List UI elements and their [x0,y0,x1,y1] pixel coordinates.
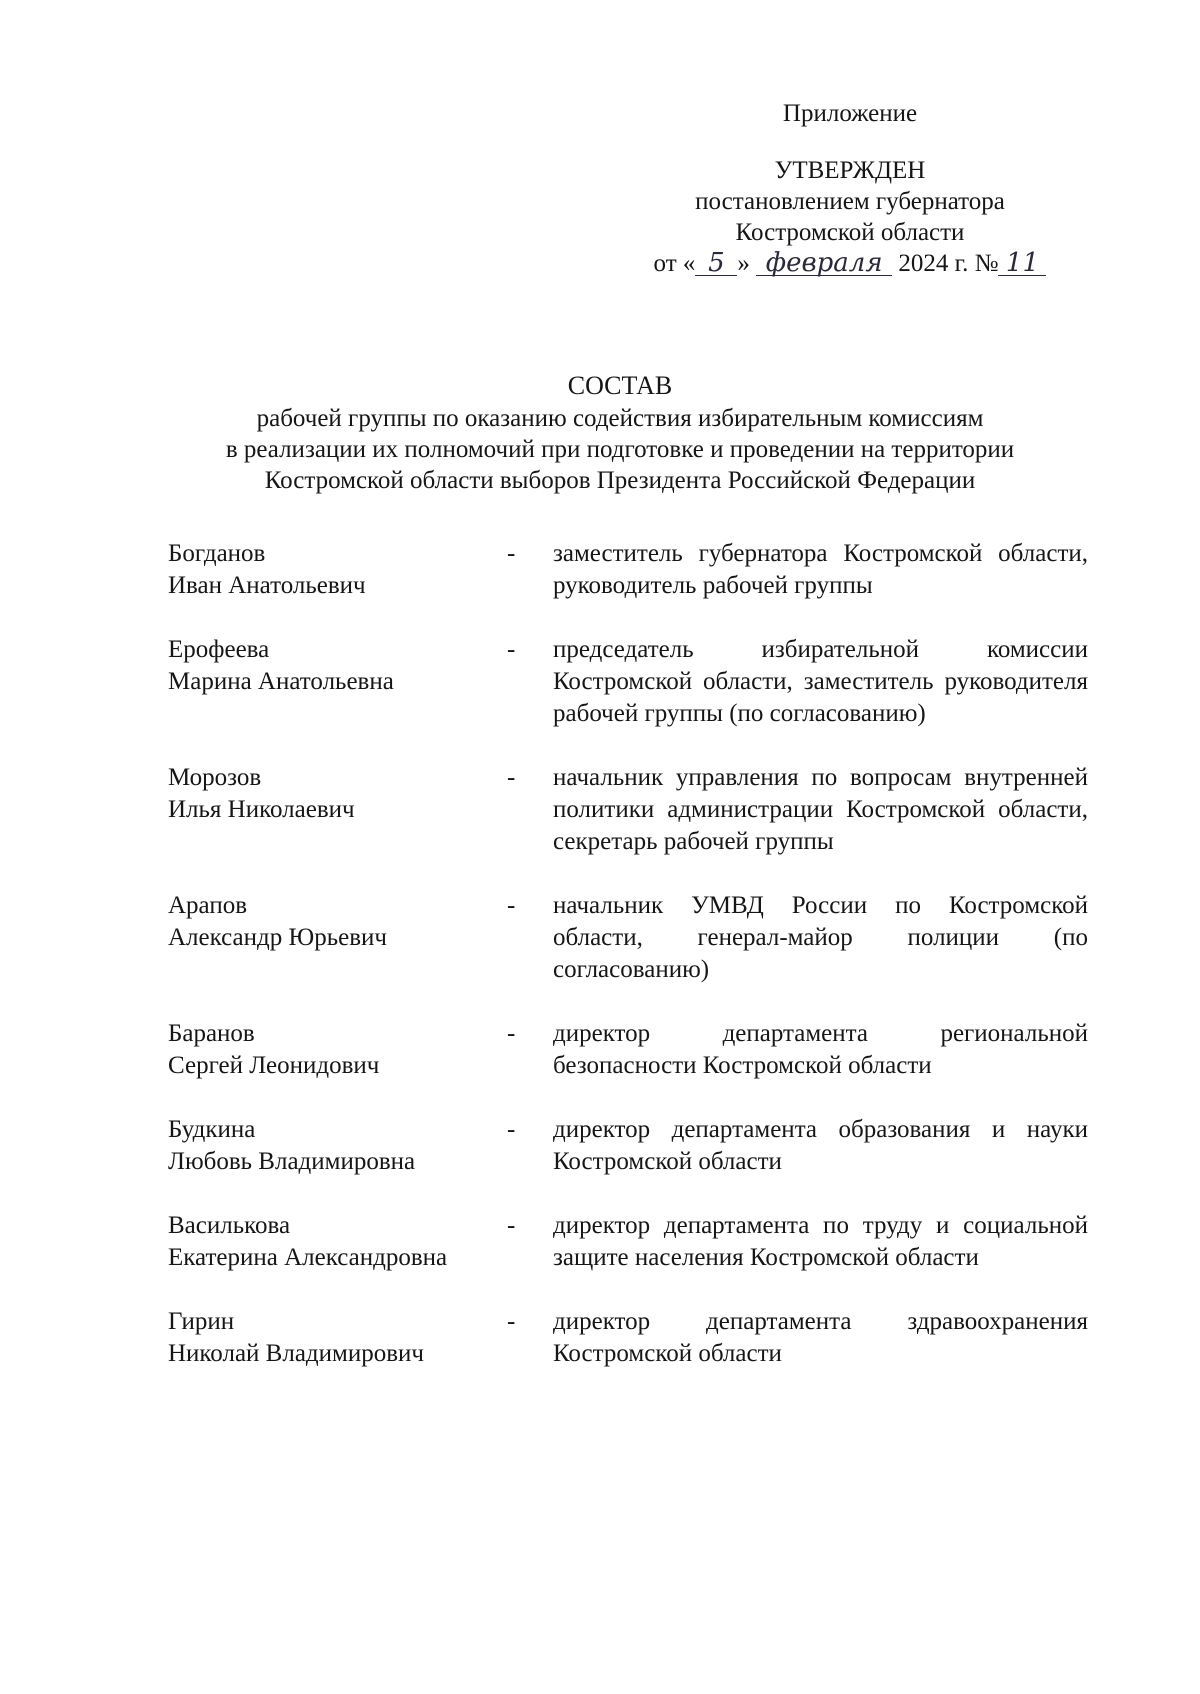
member-dash: - [507,540,516,567]
member-row [168,1114,1088,1178]
appendix-label: Приложение [782,100,918,127]
member-row [168,1018,1088,1082]
approved-by-line1: постановлением губернатора [695,188,1005,215]
approval-block [620,98,1080,279]
member-name [168,538,498,602]
date-day-handwritten: 5 [695,251,737,276]
member-surname: Гирин [168,1308,235,1335]
subtitle-line-1: рабочей группы по оказанию содействия избирательным комиссиям [256,405,984,432]
member-name [168,1018,498,1082]
member-given-names: Александр Юрьевич [168,924,387,951]
approval-date-line [620,248,1080,279]
document-heading [150,370,1090,496]
member-name [168,762,498,826]
member-position: директор департамента по труду и социальной защите населения Костромской области [553,1212,1088,1271]
member-row [168,1306,1088,1370]
date-separator: » [737,250,750,277]
member-dash: - [507,1116,516,1143]
member-surname: Арапов [168,892,248,919]
member-dash: - [507,892,516,919]
member-name [168,1114,498,1178]
member-position: директор департамента образования и науки Костромской области [553,1116,1088,1175]
subtitle-line-3: Костромской области выборов Президента Российской Федерации [264,467,976,494]
member-dash: - [507,1212,516,1239]
member-position: директор департамента здравоохранения Костромской области [553,1308,1088,1367]
member-position: заместитель губернатора Костромской области, руководитель рабочей группы [553,540,1088,599]
date-month-handwritten: февраля [756,251,892,276]
member-row [168,634,1088,730]
date-year: 2024 г. № [898,250,999,277]
member-row [168,1210,1088,1274]
member-name [168,1210,498,1274]
member-surname: Будкина [168,1116,256,1143]
members-list [168,538,1088,1370]
member-row [168,538,1088,602]
member-given-names: Илья Николаевич [168,796,355,823]
member-surname: Ерофеева [168,636,270,663]
member-row [168,890,1088,986]
member-name [168,1306,498,1370]
member-position: директор департамента региональной безопасности Костромской области [553,1020,1088,1079]
member-surname: Богданов [168,540,266,567]
member-position: председатель избирательной комиссии Костромской области, заместитель руководителя рабочей группы (по согласованию) [553,636,1088,727]
member-dash: - [507,764,516,791]
date-prefix: от « [653,250,696,277]
member-given-names: Николай Владимирович [168,1340,424,1367]
member-given-names: Иван Анатольевич [168,572,366,599]
member-dash: - [507,1308,516,1335]
member-surname: Баранов [168,1020,255,1047]
subtitle-line-2: в реализации их полномочий при подготовке и проведении на территории [225,436,1015,463]
member-dash: - [507,636,516,663]
member-name [168,890,498,954]
member-row [168,762,1088,858]
member-given-names: Марина Анатольевна [168,668,394,695]
doc-number-handwritten: 11 [998,251,1046,276]
member-dash: - [507,1020,516,1047]
approved-stamp-text: УТВЕРЖДЕН [774,157,926,184]
document-title: СОСТАВ [567,371,673,400]
member-position: начальник управления по вопросам внутренней политики администрации Костромской области, секретарь рабочей группы [553,764,1088,855]
member-position: начальник УМВД России по Костромской области, генерал-майор полиции (по согласованию) [553,892,1088,983]
member-given-names: Екатерина Александровна [168,1244,448,1271]
member-surname: Морозов [168,764,262,791]
approved-by-line2: Костромской области [735,219,965,246]
member-surname: Василькова [168,1212,291,1239]
member-given-names: Любовь Владимировна [168,1148,416,1175]
member-given-names: Сергей Леонидович [168,1052,380,1079]
member-name [168,634,498,698]
